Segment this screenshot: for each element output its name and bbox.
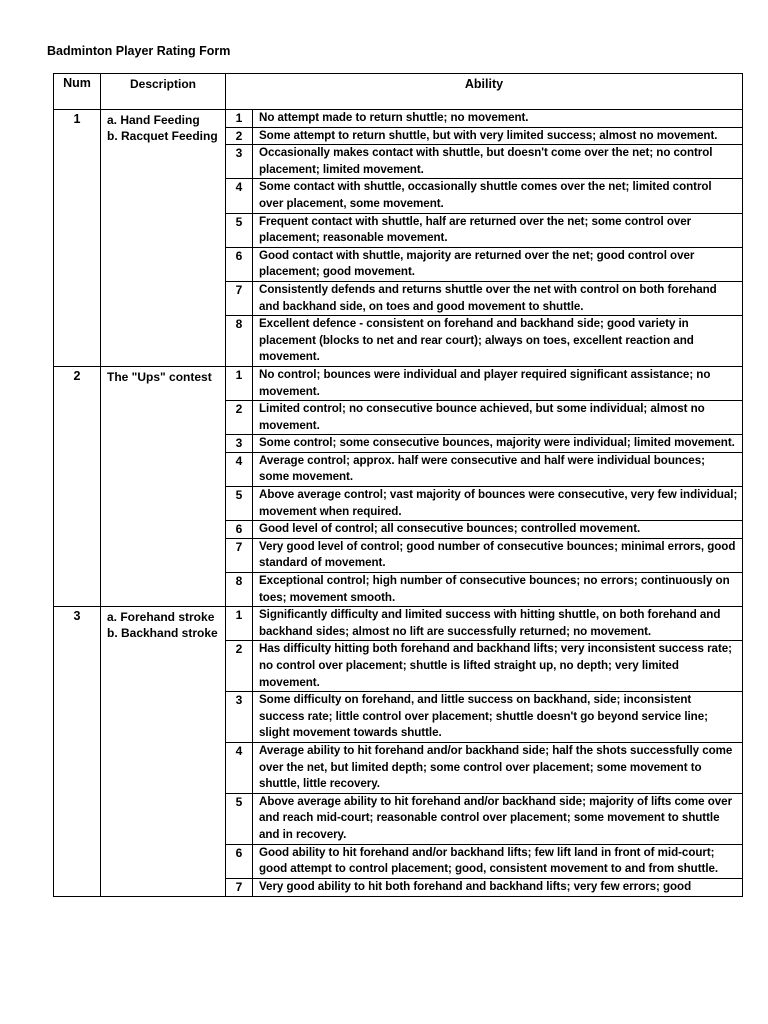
header-num: Num — [54, 74, 101, 110]
section-num: 1 — [54, 110, 101, 367]
header-ability: Ability — [226, 74, 743, 110]
ability-levels — [226, 367, 742, 606]
level-number: 5 — [226, 793, 253, 844]
level-number: 1 — [226, 367, 253, 401]
ability-level-row — [226, 692, 742, 743]
level-description: Average control; approx. half were consecutive and half were individual bounces; some movement. — [253, 452, 743, 486]
level-description: Average ability to hit forehand and/or backhand side; half the shots successfully come over the net, but limited depth; some control over placement; some movement to shuttle, little recovery. — [253, 742, 743, 793]
level-number: 2 — [226, 401, 253, 435]
level-description: Good contact with shuttle, majority are returned over the net; good control over placement; good movement. — [253, 247, 743, 281]
description-line: a. Forehand stroke — [107, 610, 215, 625]
section-row — [54, 366, 743, 606]
section-description — [101, 366, 226, 606]
level-description: Some control; some consecutive bounces, majority were individual; limited movement. — [253, 435, 743, 453]
level-number: 3 — [226, 145, 253, 179]
level-number: 6 — [226, 247, 253, 281]
level-number: 4 — [226, 179, 253, 213]
level-number: 7 — [226, 878, 253, 896]
level-description — [253, 878, 743, 896]
ability-level-row — [226, 607, 742, 641]
header-row — [54, 74, 743, 110]
description-line: b. Backhand stroke — [107, 626, 218, 641]
level-number: 2 — [226, 641, 253, 692]
ability-cell — [226, 110, 743, 367]
ability-levels — [226, 110, 742, 366]
level-description: Significantly difficulty and limited success with hitting shuttle, on both forehand and backhand sides; almost no lift are successfully returned; no movement. — [253, 607, 743, 641]
ability-level-row — [226, 213, 742, 247]
level-description: Exceptional control; high number of consecutive bounces; no errors; continuously on toes; movement smooth. — [259, 574, 730, 604]
level-number: 2 — [226, 127, 253, 145]
header-description: Description — [101, 74, 226, 110]
description-line: a. Hand Feeding — [107, 113, 200, 127]
description-line: The "Ups" contest — [107, 369, 212, 384]
level-description: Above average ability to hit forehand and/or backhand side; majority of lifts come over and reach mid-court; reasonable control over placement; some movement to shuttle and in recovery. — [253, 793, 743, 844]
ability-level-row — [226, 878, 742, 896]
level-number: 6 — [226, 844, 253, 878]
section-description — [101, 607, 226, 897]
level-description: Very good level of control; good number of consecutive bounces; minimal errors, good standard of movement. — [253, 538, 743, 572]
rating-table — [53, 73, 743, 897]
level-description: Some attempt to return shuttle, but with very limited success; almost no movement. — [253, 127, 743, 145]
level-description: Good level of control; all consecutive bounces; controlled movement. — [253, 521, 743, 539]
form-title: Badminton Player Rating Form — [47, 44, 231, 58]
ability-level-row — [226, 538, 742, 572]
section-row — [54, 607, 743, 897]
ability-level-row — [226, 127, 742, 145]
ability-level-row — [226, 281, 742, 315]
description-line: b. Racquet Feeding — [107, 129, 218, 143]
ability-level-row — [226, 573, 742, 607]
section-row — [54, 110, 743, 367]
level-number: 4 — [226, 742, 253, 793]
ability-level-row — [226, 844, 742, 878]
level-number: 1 — [226, 607, 253, 641]
level-description: Some contact with shuttle, occasionally shuttle comes over the net; limited control over placement, some movement. — [253, 179, 743, 213]
ability-level-row — [226, 179, 742, 213]
ability-level-row — [226, 110, 742, 127]
level-description: Has difficulty hitting both forehand and backhand lifts; very inconsistent success rate; no control over placement; shuttle is lifted straight up, no depth; very limited movement. — [253, 641, 743, 692]
level-description: Occasionally makes contact with shuttle, but doesn't come over the net; no control placement; limited movement. — [253, 145, 743, 179]
level-description: Consistently defends and returns shuttle over the net with control on both forehand and backhand side, on toes and good movement to shuttle. — [253, 281, 743, 315]
ability-level-row — [226, 401, 742, 435]
level-number: 1 — [226, 110, 253, 127]
ability-level-row — [226, 145, 742, 179]
ability-level-row — [226, 367, 742, 401]
section-description — [101, 110, 226, 367]
level-number: 5 — [226, 487, 253, 521]
ability-level-row — [226, 641, 742, 692]
level-description: Frequent contact with shuttle, half are returned over the net; some control over placement; reasonable movement. — [253, 213, 743, 247]
level-number: 7 — [226, 538, 253, 572]
ability-cell — [226, 366, 743, 606]
ability-level-row — [226, 247, 742, 281]
level-description: Good ability to hit forehand and/or backhand lifts; few lift land in front of mid-court; good attempt to control placement; good, consistent movement to and from shuttle. — [253, 844, 743, 878]
level-description: Excellent defence - consistent on forehand and backhand side; good variety in placement (blocks to net and rear court); always on toes, excellent reaction and movement. — [259, 317, 694, 364]
level-number: 8 — [226, 573, 253, 607]
level-description: No attempt made to return shuttle; no movement. — [253, 110, 743, 127]
level-number: 4 — [226, 452, 253, 486]
level-number: 3 — [226, 692, 253, 743]
table-body — [54, 110, 743, 897]
section-num: 2 — [54, 366, 101, 606]
ability-level-row — [226, 452, 742, 486]
level-description: Limited control; no consecutive bounce achieved, but some individual; almost no movement. — [253, 401, 743, 435]
level-number: 8 — [226, 316, 253, 366]
level-description: Some difficulty on forehand, and little success on backhand, side; inconsistent success rate; little control over placement; shuttle doesn't go beyond service line; slight movement towards shuttle. — [253, 692, 743, 743]
ability-cell — [226, 607, 743, 897]
level-number: 6 — [226, 521, 253, 539]
ability-level-row — [226, 742, 742, 793]
ability-level-row — [226, 793, 742, 844]
level-description: No control; bounces were individual and player required significant assistance; no movement. — [253, 367, 743, 401]
level-description: Above average control; vast majority of bounces were consecutive, very few individual; movement when required. — [253, 487, 743, 521]
section-num: 3 — [54, 607, 101, 897]
ability-level-row — [226, 487, 742, 521]
ability-level-row — [226, 435, 742, 453]
ability-levels — [226, 607, 742, 896]
level-text: Very good ability to hit both forehand and backhand lifts; very few errors; good — [259, 879, 692, 893]
level-number: 3 — [226, 435, 253, 453]
level-number: 7 — [226, 281, 253, 315]
ability-level-row — [226, 521, 742, 539]
ability-level-row — [226, 316, 742, 366]
level-number: 5 — [226, 213, 253, 247]
